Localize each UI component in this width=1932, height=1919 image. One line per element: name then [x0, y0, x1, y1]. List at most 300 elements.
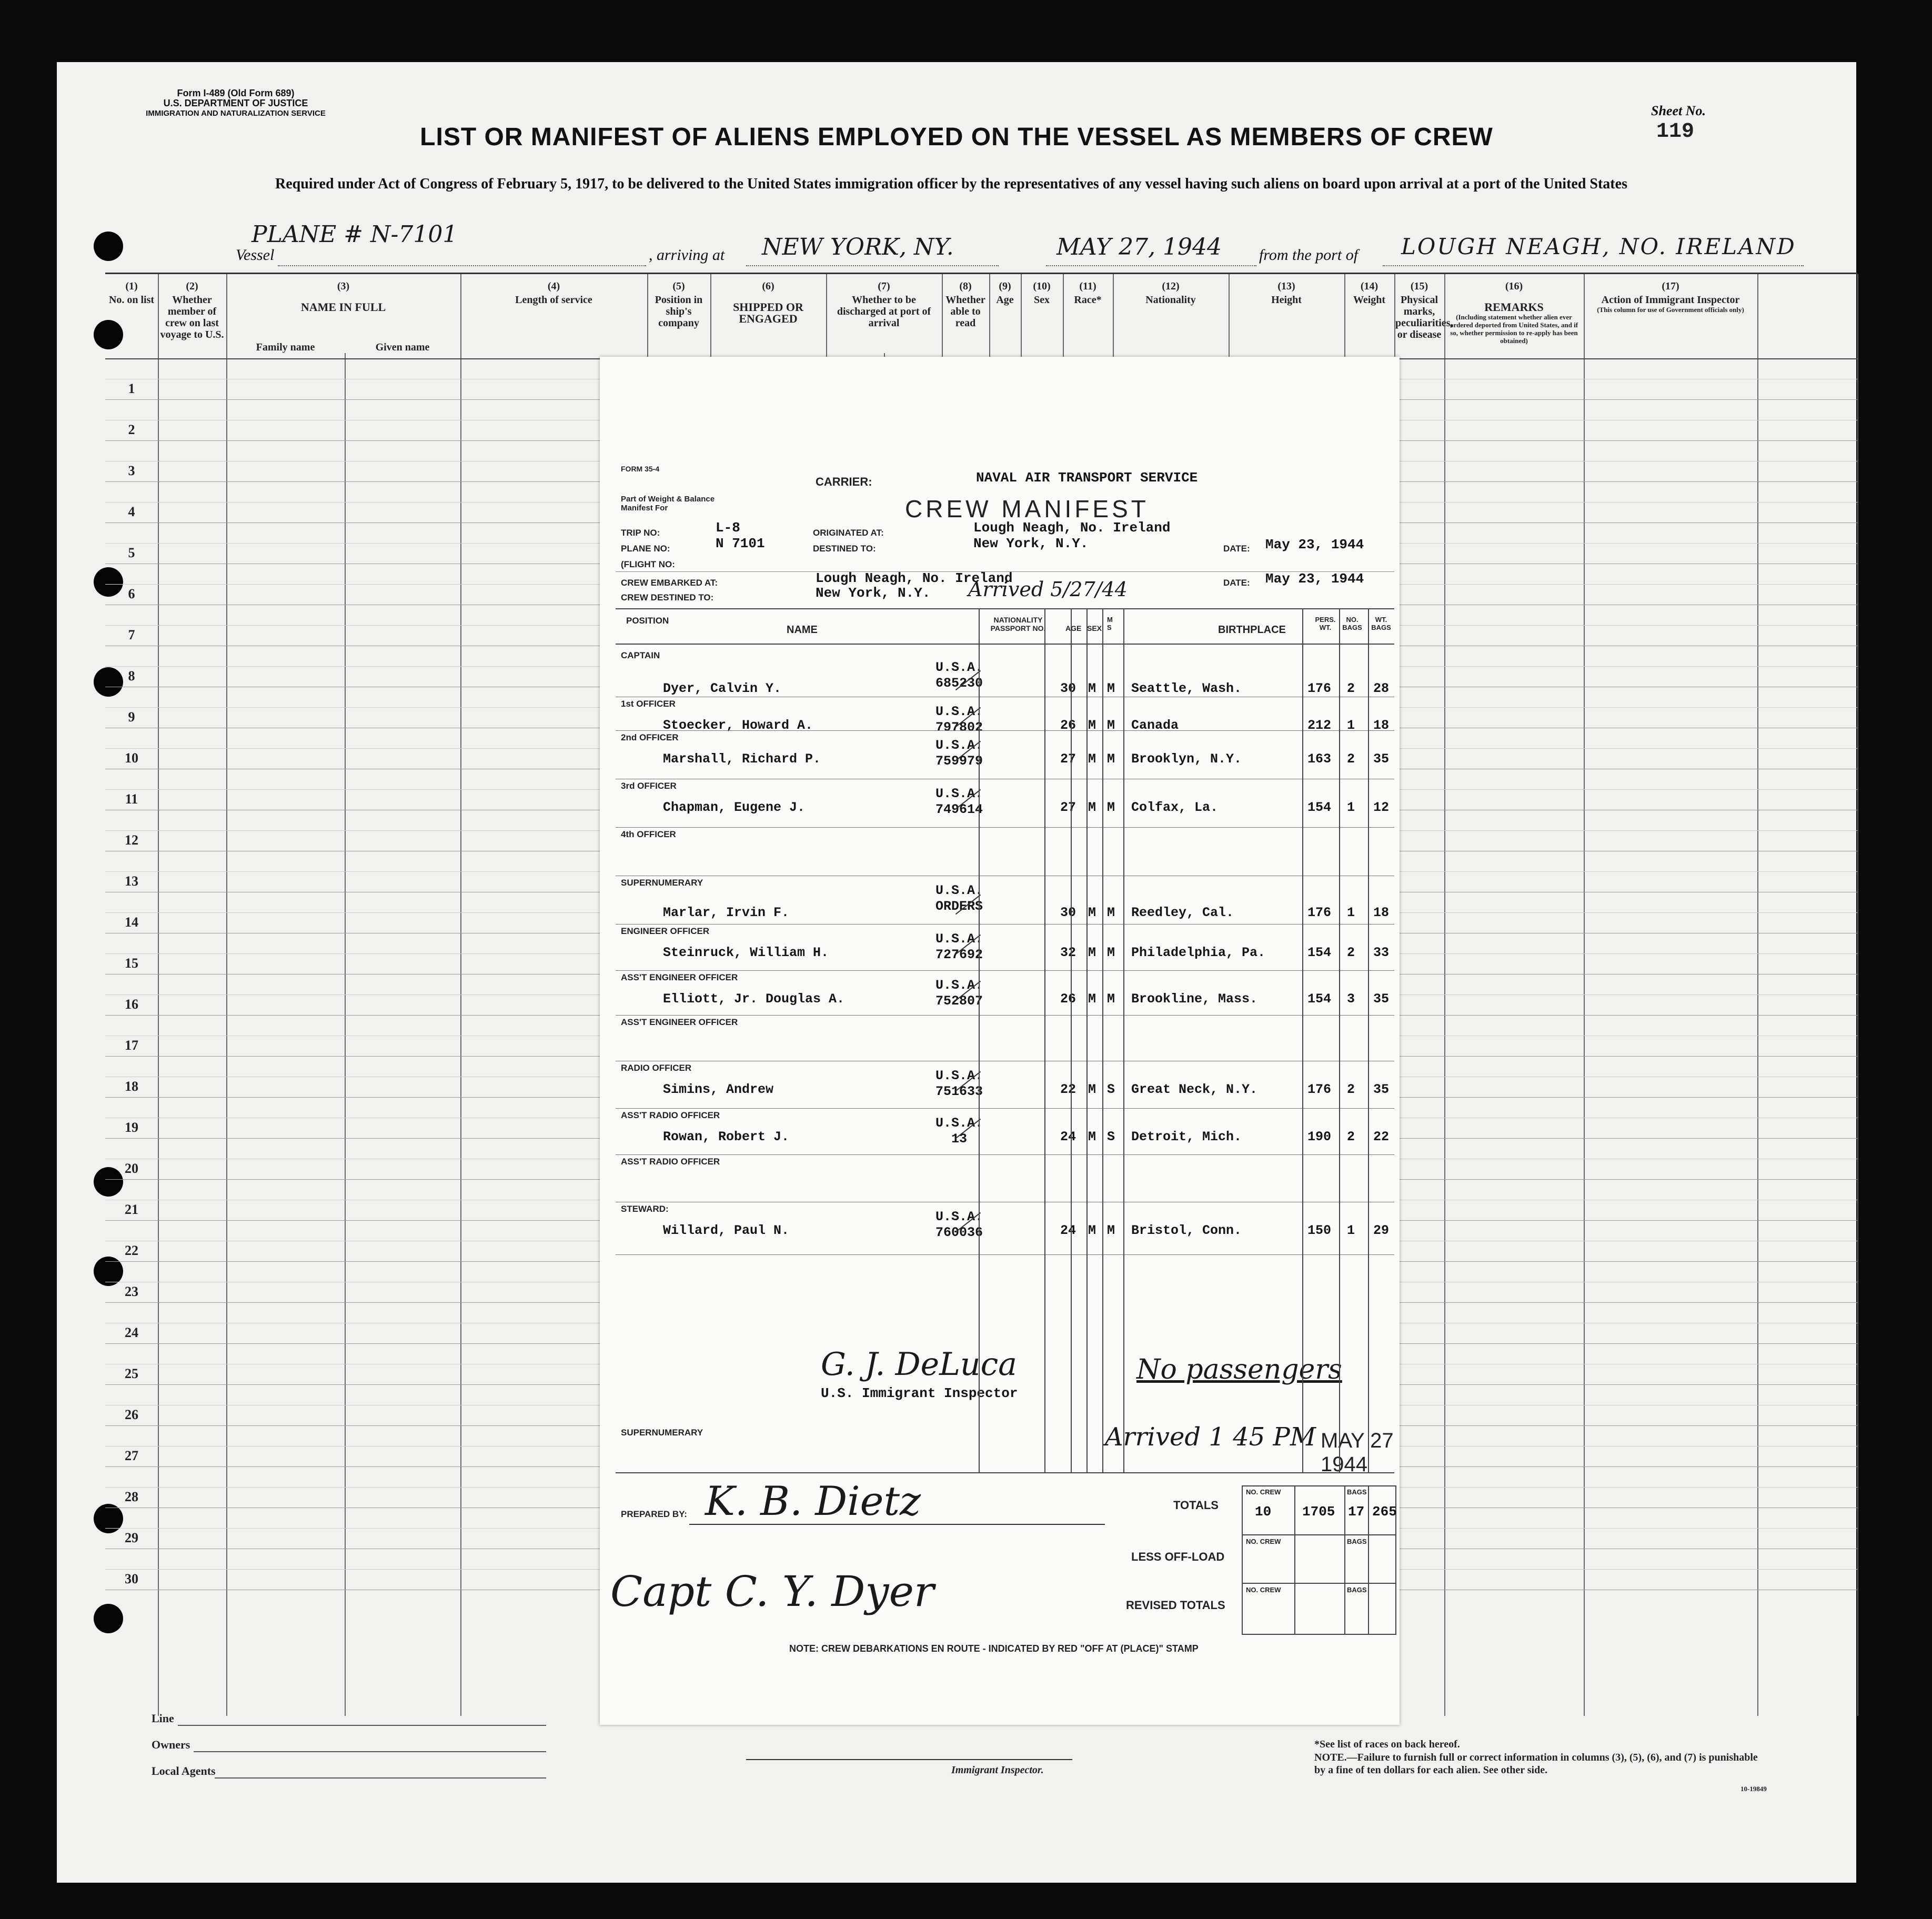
crew-birthplace: Great Neck, N.Y. — [1131, 1082, 1258, 1097]
passport-number: 13 — [951, 1131, 967, 1147]
table-bottom — [616, 1472, 1394, 1473]
crew-sex: M — [1088, 681, 1096, 696]
no-crew-label: NO. CREW — [1246, 1488, 1281, 1496]
penalty-note: NOTE.—Failure to furnish full or correct information in columns (3), (5), (6), and (7) is punishable by a fine of ten dollars for each alien. See other side. — [1314, 1752, 1758, 1776]
nationality-value: U.S.A. — [935, 883, 983, 898]
crew-bag-count: 3 — [1347, 991, 1355, 1007]
prepared-by-label: PREPARED BY: — [621, 1509, 687, 1519]
column-label: Height — [1271, 294, 1302, 306]
crew-name: Marshall, Richard P. — [663, 751, 821, 767]
port-handwritten: LOUGH NEAGH, NO. IRELAND — [1401, 234, 1796, 259]
crew-age: 30 — [1060, 681, 1076, 696]
crew-sex: M — [1088, 991, 1096, 1007]
form-number: Form I-489 (Old Form 689) — [177, 88, 295, 98]
no-passengers: No passengers — [1136, 1354, 1342, 1385]
hdr-wt-bags: WT. BAGS — [1371, 616, 1391, 631]
carrier-label: CARRIER: — [816, 475, 872, 488]
row-number: 25 — [125, 1366, 138, 1381]
crew-nationality — [920, 931, 999, 963]
manifest-row-line — [616, 1015, 1394, 1016]
footer-agents-label: Local Agents — [152, 1764, 216, 1777]
manifest-column-line — [1302, 608, 1303, 1472]
crew-destined-value: New York, N.Y. — [816, 585, 931, 601]
part-of-label: Part of Weight & Balance Manifest For — [621, 495, 715, 513]
crew-bag-weight: 29 — [1373, 1223, 1390, 1238]
crew-name: Willard, Paul N. — [663, 1223, 790, 1238]
totals-label: TOTALS — [1173, 1499, 1219, 1512]
arriving-label: , arriving at — [649, 246, 725, 264]
crew-sex: M — [1088, 1082, 1096, 1097]
totals-row-line — [1242, 1583, 1395, 1584]
column-header — [1022, 280, 1062, 306]
arrived-handwritten: Arrived 5/27/44 — [968, 578, 1128, 601]
grid-column-line — [1444, 274, 1445, 1716]
arriving-handwritten: NEW YORK, NY. — [762, 234, 954, 260]
vessel-label: Vessel — [236, 246, 275, 264]
crew-weight: 176 — [1307, 681, 1332, 696]
form-code: FORM 35-4 — [621, 465, 660, 473]
footer-agents-underline — [215, 1777, 546, 1779]
sheet-number: 119 — [1656, 120, 1695, 144]
column-header — [106, 280, 157, 306]
date-label-2: DATE: — [1223, 578, 1250, 588]
crew-name: Stoecker, Howard A. — [663, 718, 813, 733]
punch-hole — [94, 232, 123, 261]
trip-value: L-8 — [716, 520, 740, 536]
crew-sex: M — [1088, 751, 1096, 767]
nationality-value: U.S.A. — [935, 978, 983, 993]
row-number: 29 — [125, 1530, 138, 1545]
crew-nationality — [920, 1116, 999, 1147]
carrier-value: NAVAL AIR TRANSPORT SERVICE — [976, 470, 1198, 486]
manifest-row-line — [616, 827, 1394, 828]
crew-sex: M — [1088, 945, 1096, 960]
crew-age: 24 — [1060, 1223, 1076, 1238]
originated-value: Lough Neagh, No. Ireland — [973, 520, 1171, 536]
manifest-column-line — [1102, 608, 1103, 1472]
passport-number: 759979 — [935, 753, 983, 769]
form-subtitle: Required under Act of Congress of February 5, 1917, to be delivered to the United States immigration officer by the representatives of any vessel having such aliens on board upon arrival at a port of the United States — [275, 176, 1627, 192]
row-number: 22 — [125, 1243, 138, 1258]
crew-position: 2nd OFFICER — [621, 732, 679, 742]
crew-weight: 154 — [1307, 945, 1332, 960]
passport-number: 751633 — [935, 1084, 983, 1099]
crew-marital-status: S — [1107, 1129, 1115, 1144]
remarks-note: (Including statement whether alien ever ordered deported from United States, and if so, whether permission to re-apply has been obtained) — [1450, 313, 1578, 345]
totals-row-line — [1242, 1534, 1395, 1535]
row-number: 10 — [125, 750, 138, 766]
column-header — [159, 280, 225, 340]
vessel-underline — [278, 265, 646, 266]
crew-bag-weight: 18 — [1373, 905, 1390, 920]
manifest-column-line — [1339, 608, 1340, 1472]
crew-weight: 176 — [1307, 905, 1332, 920]
crew-name: Marlar, Irvin F. — [663, 905, 790, 920]
totals-divider — [1344, 1485, 1345, 1634]
manifest-column-line — [979, 608, 980, 1472]
hdr-name: NAME — [787, 624, 818, 636]
column-number: (11) — [1079, 280, 1096, 292]
footer-owners-underline — [194, 1751, 546, 1752]
crew-bag-count: 2 — [1347, 751, 1355, 767]
column-label: No. on list — [108, 294, 155, 306]
crew-nationality — [920, 738, 999, 769]
manifest-column-line — [1044, 608, 1045, 1472]
column-number: (1) — [125, 280, 138, 292]
passport-number: 797802 — [935, 720, 983, 735]
crew-marital-status: M — [1107, 905, 1115, 920]
row-number: 28 — [125, 1489, 138, 1504]
nationality-value: U.S.A. — [935, 1209, 983, 1224]
column-label: Whether able to read — [945, 294, 985, 329]
total-bags: 17 — [1348, 1504, 1365, 1520]
manifest-title: CREW MANIFEST — [905, 495, 1149, 523]
hdr-birthplace: BIRTHPLACE — [1218, 624, 1286, 636]
nationality-value: U.S.A. — [935, 1068, 983, 1083]
bags-label: BAGS — [1347, 1488, 1367, 1496]
service-name: IMMIGRATION AND NATURALIZATION SERVICE — [146, 109, 326, 118]
date-underline — [1046, 265, 1256, 266]
crew-marital-status: M — [1107, 718, 1115, 733]
nationality-value: U.S.A. — [935, 660, 983, 675]
row-number: 26 — [125, 1407, 138, 1422]
column-number: (6) — [762, 280, 774, 292]
crew-weight: 163 — [1307, 751, 1332, 767]
from-label: from the port of — [1259, 246, 1359, 264]
column-number: (16) — [1505, 280, 1523, 292]
no-crew-label: NO. CREW — [1246, 1586, 1281, 1594]
crew-weight: 150 — [1307, 1223, 1332, 1238]
row-number: 1 — [128, 381, 135, 396]
manifest-column-line — [1123, 608, 1124, 1472]
manifest-row-line — [616, 970, 1394, 971]
crew-position: 4th OFFICER — [621, 829, 676, 839]
destined-label: DESTINED TO: — [813, 544, 876, 554]
trip-label: TRIP NO: — [621, 528, 660, 538]
races-note: *See list of races on back hereof. — [1314, 1739, 1460, 1750]
prepared-underline — [689, 1524, 1105, 1525]
crew-nationality — [920, 978, 999, 1009]
column-number: (17) — [1662, 280, 1679, 292]
action-note: (This column for use of Government officials only) — [1597, 306, 1744, 314]
crew-bag-count: 2 — [1347, 945, 1355, 960]
row-number: 21 — [125, 1202, 138, 1217]
crew-weight: 176 — [1307, 1082, 1332, 1097]
column-label: Weight — [1353, 294, 1386, 306]
crew-bag-weight: 35 — [1373, 751, 1390, 767]
column-header — [461, 280, 646, 306]
passport-number: 749614 — [935, 802, 983, 817]
hdr-ms: M S — [1107, 616, 1113, 631]
crew-name: Rowan, Robert J. — [663, 1129, 790, 1144]
row-number: 27 — [125, 1448, 138, 1463]
crew-nationality — [920, 1209, 999, 1241]
row-number: 8 — [128, 668, 135, 684]
supernumerary-label: SUPERNUMERARY — [621, 1428, 703, 1438]
sheet-label: Sheet No. — [1651, 103, 1706, 118]
column-number: (2) — [186, 280, 198, 292]
totals-divider — [1368, 1485, 1369, 1634]
crew-bag-count: 2 — [1347, 681, 1355, 696]
row-number: 3 — [128, 463, 135, 478]
column-header — [1230, 280, 1343, 306]
row-number: 2 — [128, 422, 135, 437]
total-weight: 1705 — [1302, 1504, 1335, 1520]
bags-label: BAGS — [1347, 1538, 1367, 1545]
crew-bag-weight: 35 — [1373, 1082, 1390, 1097]
crew-age: 27 — [1060, 800, 1076, 815]
crew-sex: M — [1088, 905, 1096, 920]
crew-bag-count: 1 — [1347, 905, 1355, 920]
prepared-by-signature: K. B. Dietz — [705, 1478, 921, 1524]
footer-owners-label: Owners — [152, 1738, 190, 1751]
row-number: 17 — [125, 1038, 138, 1053]
port-underline — [1383, 265, 1804, 266]
passport-number: ORDERS — [935, 899, 983, 914]
crew-birthplace: Detroit, Mich. — [1131, 1129, 1242, 1144]
crew-position: CAPTAIN — [621, 650, 660, 660]
crew-nationality — [920, 1068, 999, 1100]
originated-label: ORIGINATED AT: — [813, 528, 884, 538]
crew-bag-weight: 22 — [1373, 1129, 1390, 1144]
crew-marital-status: M — [1107, 681, 1115, 696]
crew-position: ASS'T RADIO OFFICER — [621, 1157, 720, 1167]
crew-weight: 154 — [1307, 991, 1332, 1007]
crew-position: SUPERNUMERARY — [621, 878, 703, 888]
column-header — [711, 280, 825, 325]
nationality-value: U.S.A. — [935, 931, 983, 947]
column-header — [1064, 280, 1112, 306]
date-value-2: May 23, 1944 — [1265, 571, 1364, 587]
crew-bag-weight: 12 — [1373, 800, 1390, 815]
hdr-sex: SEX — [1087, 624, 1102, 632]
crew-bag-weight: 35 — [1373, 991, 1390, 1007]
less-offload-label: LESS OFF-LOAD — [1131, 1550, 1225, 1563]
row-number: 13 — [125, 873, 138, 889]
form-code-footer: 10-19849 — [1740, 1785, 1767, 1793]
column-label: Nationality — [1145, 294, 1196, 306]
grid-column-line — [1584, 274, 1585, 1716]
destined-value: New York, N.Y. — [973, 536, 1089, 551]
crew-age: 26 — [1060, 718, 1076, 733]
hdr-position: POSITION — [626, 616, 669, 626]
vessel-handwritten: PLANE # N-7101 — [251, 221, 458, 248]
hdr-age: AGE — [1065, 624, 1082, 632]
column-label: Position in ship's company — [655, 294, 703, 329]
crew-bag-count: 2 — [1347, 1082, 1355, 1097]
embarked-label: CREW EMBARKED AT: — [621, 578, 718, 588]
passport-number: 727692 — [935, 947, 983, 962]
crew-sex: M — [1088, 1129, 1096, 1144]
crew-sex: M — [1088, 800, 1096, 815]
row-number: 24 — [125, 1325, 138, 1340]
column-header — [990, 280, 1020, 306]
plane-value: N 7101 — [716, 536, 765, 551]
column-label: NAME IN FULL — [300, 300, 386, 314]
crew-birthplace: Bristol, Conn. — [1131, 1223, 1242, 1238]
grid-column-line — [1757, 274, 1758, 1716]
manifest-row-line — [616, 1108, 1394, 1109]
column-label: Sex — [1034, 294, 1050, 306]
row-number: 20 — [125, 1161, 138, 1176]
row-number: 23 — [125, 1284, 138, 1299]
column-label: REMARKS — [1484, 300, 1544, 314]
manifest-column-line — [1071, 608, 1072, 1472]
crew-nationality — [920, 883, 999, 915]
column-number: (12) — [1162, 280, 1180, 292]
column-label: Whether to be discharged at port of arrival — [837, 294, 931, 329]
crew-birthplace: Reedley, Cal. — [1131, 905, 1234, 920]
manifest-column-line — [1086, 608, 1088, 1472]
grid-column-line — [345, 353, 346, 1716]
embarked-value: Lough Neagh, No. Ireland — [816, 570, 1013, 586]
flight-label: (FLIGHT NO: — [621, 559, 675, 569]
nationality-value: U.S.A. — [935, 704, 983, 719]
crew-age: 26 — [1060, 991, 1076, 1007]
crew-bag-weight: 33 — [1373, 945, 1390, 960]
row-number: 15 — [125, 956, 138, 971]
arrived-stamp-handwritten: Arrived 1 45 PM — [1105, 1422, 1316, 1452]
crew-sex: M — [1088, 718, 1096, 733]
crew-marital-status: M — [1107, 945, 1115, 960]
crew-weight: 190 — [1307, 1129, 1332, 1144]
crew-birthplace: Canada — [1131, 718, 1179, 733]
column-header — [1114, 280, 1227, 306]
footer-line-underline — [178, 1725, 546, 1726]
arrival-date-stamp: MAY 27 1944 — [1321, 1429, 1394, 1476]
column-header — [1445, 280, 1583, 345]
grid-column-line — [1857, 274, 1858, 1716]
crew-birthplace: Philadelphia, Pa. — [1131, 945, 1266, 960]
revised-totals-label: REVISED TOTALS — [1126, 1599, 1225, 1612]
hdr-no-bags: NO. BAGS — [1342, 616, 1362, 631]
crew-age: 24 — [1060, 1129, 1076, 1144]
column-number: (3) — [337, 280, 350, 292]
crew-birthplace: Brookline, Mass. — [1131, 991, 1258, 1007]
crew-birthplace: Seattle, Wash. — [1131, 681, 1242, 696]
row-number: 11 — [125, 791, 138, 807]
table-header-bottom — [616, 644, 1394, 645]
crew-position: RADIO OFFICER — [621, 1063, 692, 1073]
crew-position: 1st OFFICER — [621, 699, 676, 709]
crew-bag-count: 2 — [1347, 1129, 1355, 1144]
manifest-column-line — [1368, 608, 1369, 1472]
column-header — [943, 280, 988, 329]
column-number: (9) — [999, 280, 1011, 292]
arriving-underline — [746, 265, 999, 266]
row-number: 30 — [125, 1571, 138, 1586]
column-label: Action of Immigrant Inspector — [1601, 294, 1740, 306]
total-crew: 10 — [1255, 1504, 1272, 1520]
crew-bag-count: 1 — [1347, 718, 1355, 733]
manifest-page — [57, 62, 1856, 1883]
crew-nationality — [920, 704, 999, 736]
crew-age: 22 — [1060, 1082, 1076, 1097]
footer-inspector-label: Immigrant Inspector. — [951, 1764, 1044, 1776]
crew-position: ASS'T ENGINEER OFFICER — [621, 972, 738, 982]
column-header — [1585, 280, 1756, 314]
crew-weight: 154 — [1307, 800, 1332, 815]
crew-position: 3rd OFFICER — [621, 781, 677, 791]
nationality-value: U.S.A. — [935, 738, 983, 753]
no-crew-label: NO. CREW — [1246, 1538, 1281, 1545]
passport-number: 685230 — [935, 676, 983, 691]
crew-age: 30 — [1060, 905, 1076, 920]
crew-position: ASS'T ENGINEER OFFICER — [621, 1017, 738, 1027]
column-number: (13) — [1277, 280, 1295, 292]
date-handwritten: MAY 27, 1944 — [1056, 234, 1222, 260]
plane-label: PLANE NO: — [621, 544, 670, 554]
row-number: 18 — [125, 1079, 138, 1094]
hdr-pers-wt: PERS. WT. — [1315, 616, 1336, 631]
crew-name: Chapman, Eugene J. — [663, 800, 806, 815]
row-number: 9 — [128, 709, 135, 725]
crew-sex: M — [1088, 1223, 1096, 1238]
inspector-label: U.S. Immigrant Inspector — [821, 1385, 1018, 1401]
column-label: Length of service — [515, 294, 592, 306]
total-bag-weight: 265 — [1372, 1504, 1397, 1520]
crew-weight: 212 — [1307, 718, 1332, 733]
crew-position: ASS'T RADIO OFFICER — [621, 1110, 720, 1120]
bags-label: BAGS — [1347, 1586, 1367, 1594]
vessel-line — [236, 221, 1814, 267]
debarkation-note: NOTE: CREW DEBARKATIONS EN ROUTE - INDICATED BY RED "OFF AT (PLACE)" STAMP — [789, 1643, 1199, 1654]
hdr-nationality: NATIONALITY PASSPORT NO. — [990, 616, 1046, 632]
column-label: Age — [996, 294, 1014, 306]
form-title: LIST OR MANIFEST OF ALIENS EMPLOYED ON THE VESSEL AS MEMBERS OF CREW — [420, 123, 1493, 151]
crew-name: Dyer, Calvin Y. — [663, 681, 782, 696]
crew-position: ENGINEER OFFICER — [621, 926, 710, 936]
row-number: 4 — [128, 504, 135, 519]
crew-name: Simins, Andrew — [663, 1082, 774, 1097]
crew-bag-weight: 18 — [1373, 718, 1390, 733]
totals-divider — [1294, 1485, 1295, 1634]
given-name-header: Given name — [375, 341, 430, 353]
column-number: (7) — [878, 280, 890, 292]
row-number: 16 — [125, 997, 138, 1012]
crew-marital-status: M — [1107, 800, 1115, 815]
row-number: 14 — [125, 915, 138, 930]
crew-marital-status: M — [1107, 751, 1115, 767]
crew-bag-count: 1 — [1347, 1223, 1355, 1238]
crew-manifest-sheet — [600, 357, 1400, 1725]
crew-age: 32 — [1060, 945, 1076, 960]
row-number: 19 — [125, 1120, 138, 1135]
crew-birthplace: Colfax, La. — [1131, 800, 1219, 815]
crew-nationality — [920, 786, 999, 818]
column-header — [1345, 280, 1393, 306]
column-number: (8) — [959, 280, 972, 292]
nationality-value: U.S.A. — [935, 1116, 983, 1131]
manifest-row-line — [616, 730, 1394, 731]
table-top — [616, 608, 1394, 609]
grid-column-line — [226, 274, 227, 1716]
crew-marital-status: M — [1107, 1223, 1115, 1238]
passport-number: 752807 — [935, 993, 983, 1009]
column-number: (4) — [547, 280, 560, 292]
column-number: (15) — [1410, 280, 1428, 292]
date-value-1: May 23, 1944 — [1265, 537, 1364, 552]
row-number: 12 — [125, 832, 138, 848]
crew-marital-status: S — [1107, 1082, 1115, 1097]
crew-destined-label: CREW DESTINED TO: — [621, 592, 714, 602]
column-header — [227, 280, 459, 313]
footer-line-label: Line — [152, 1712, 174, 1725]
crew-birthplace: Brooklyn, N.Y. — [1131, 751, 1242, 767]
inspector-underline — [746, 1759, 1072, 1760]
nationality-value: U.S.A. — [935, 786, 983, 801]
crew-bag-count: 1 — [1347, 800, 1355, 815]
